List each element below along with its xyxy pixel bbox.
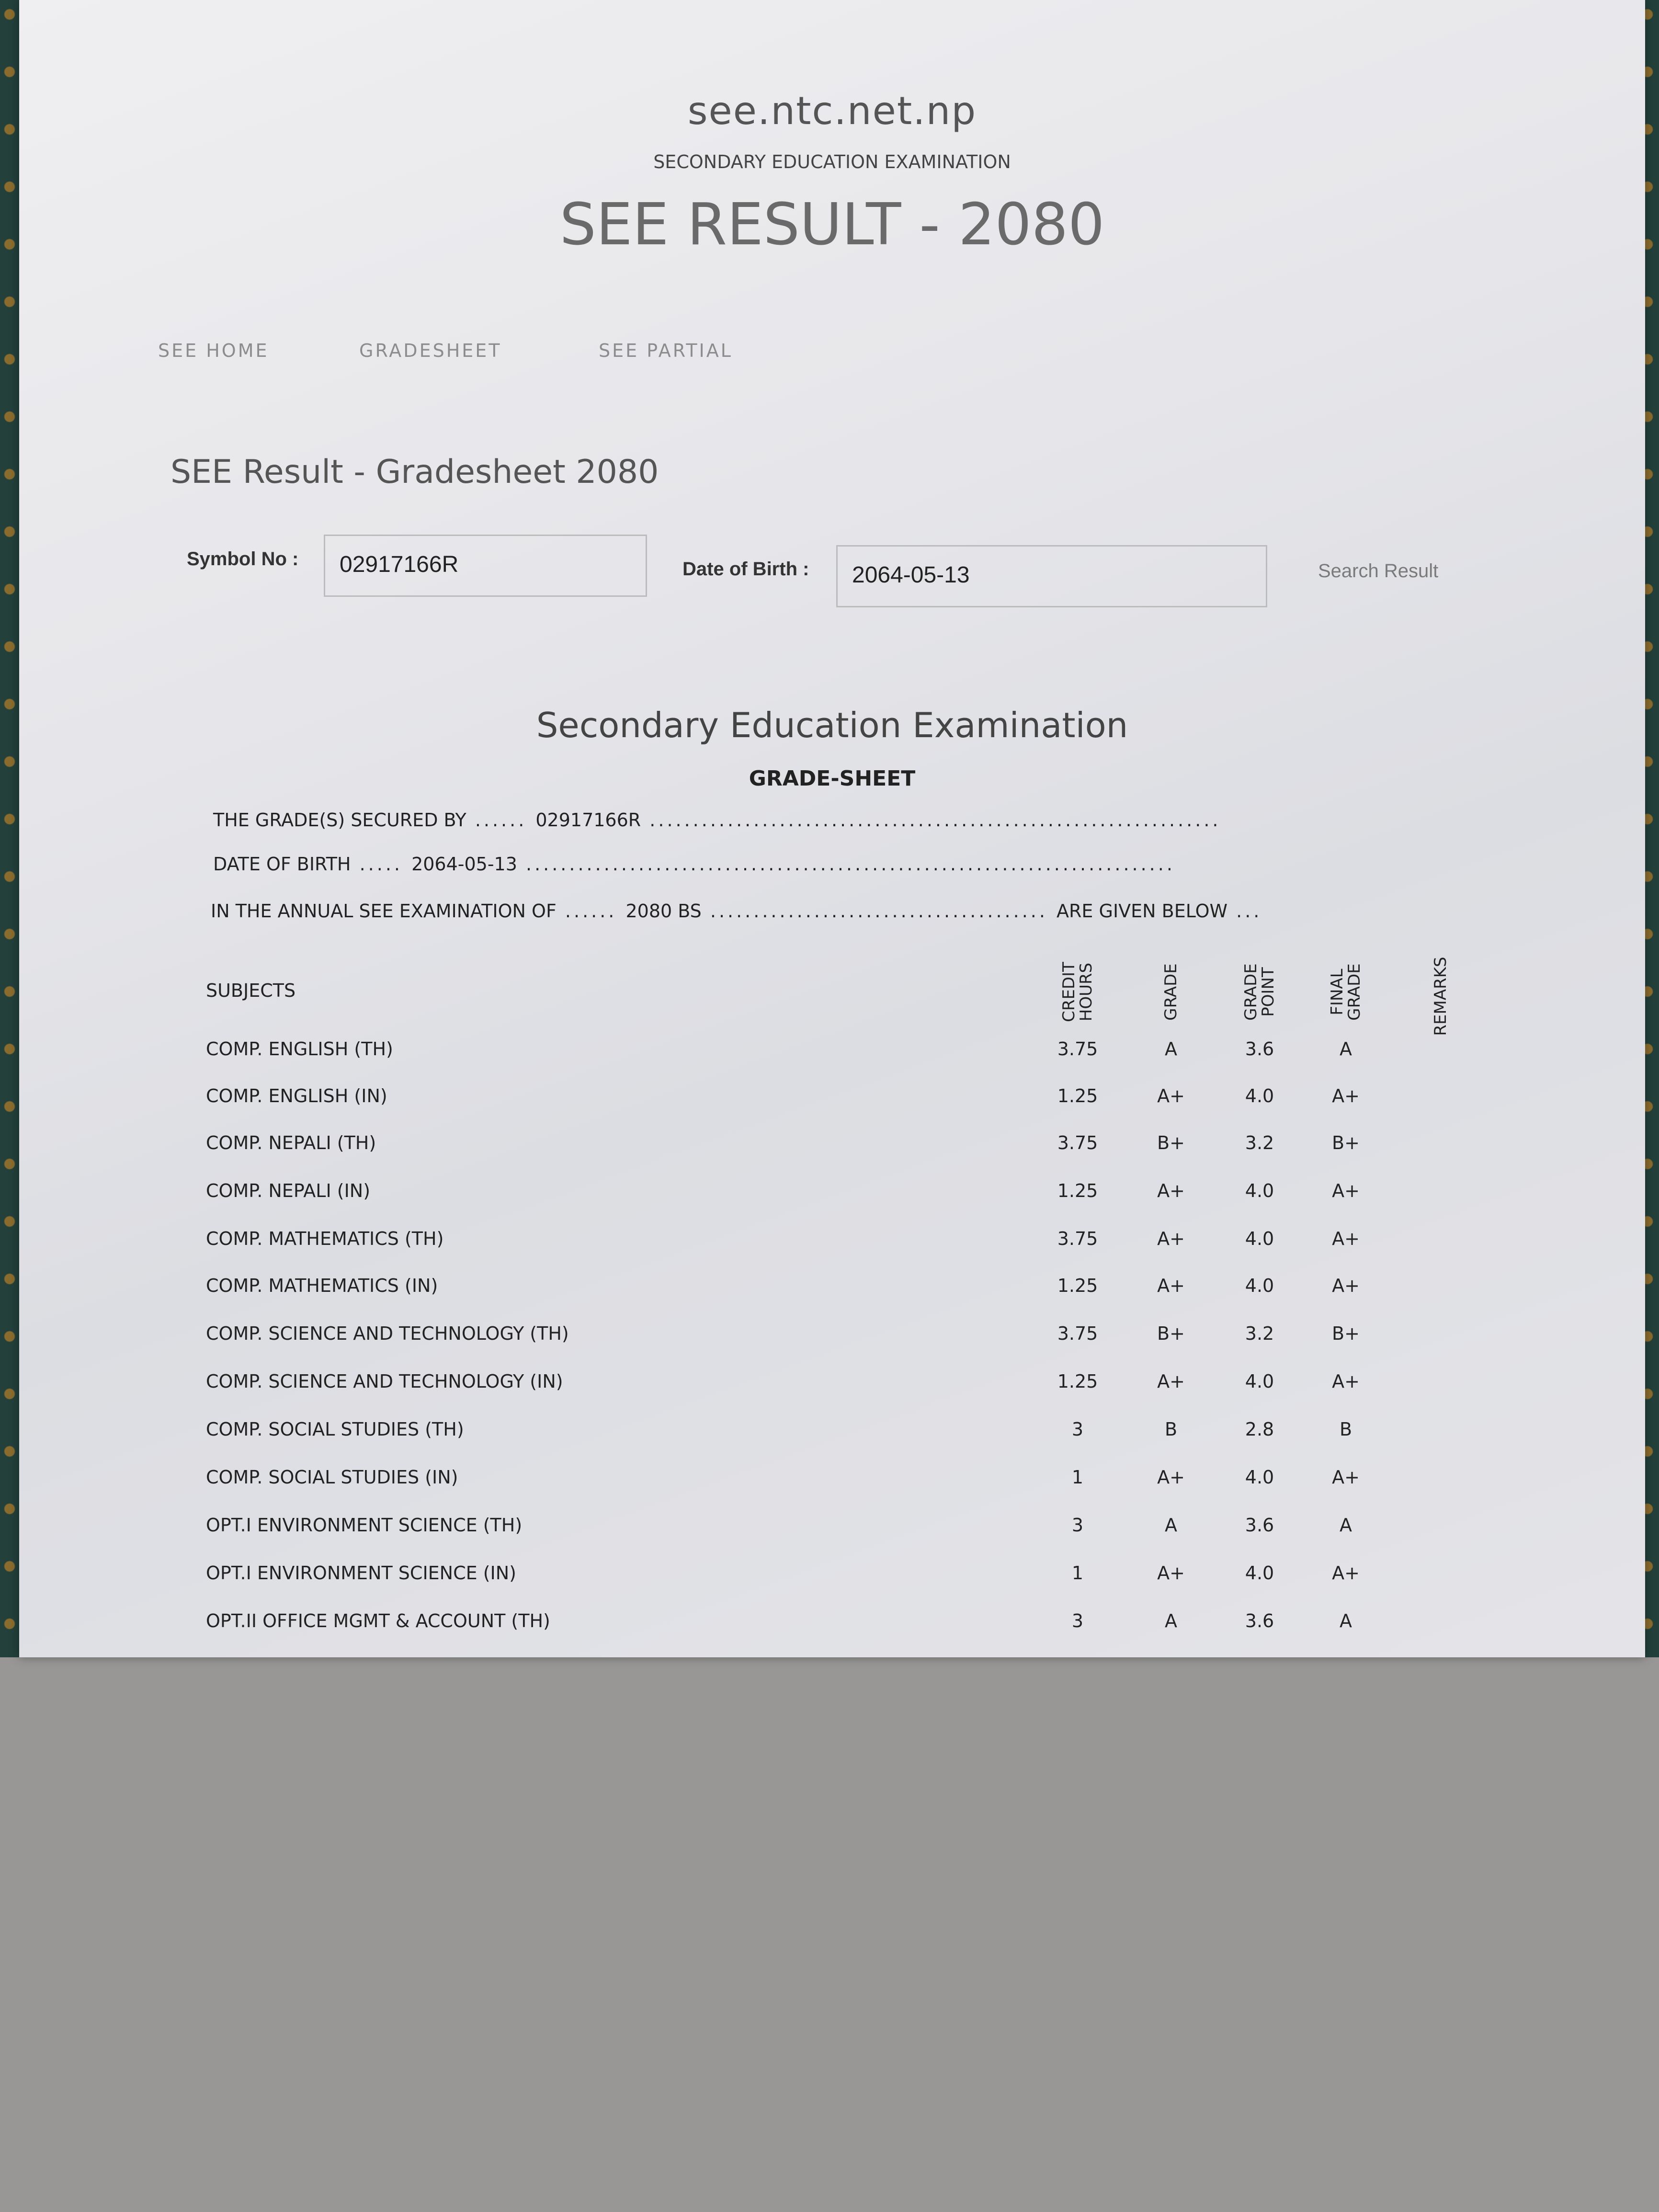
subject-cell: COMP. NEPALI (IN) [206,1180,371,1201]
grade-cell: B+ [1157,1132,1185,1153]
subject-cell: COMP. SOCIAL STUDIES (IN) [206,1467,458,1488]
final-grade-cell: A+ [1332,1371,1360,1392]
symbol-no-input[interactable]: 02917166R [324,535,647,597]
grade-point-cell: 4.0 [1245,1562,1274,1584]
credit-cell: 3 [1071,1419,1084,1440]
grade-point-cell: 3.6 [1245,1515,1274,1536]
table-row [19,1467,1645,1505]
subject-cell: COMP. SOCIAL STUDIES (TH) [206,1419,464,1440]
grade-cell: A [1165,1038,1177,1060]
column-header-grade: GRADE [1161,963,1181,1021]
subject-cell: OPT.I ENVIRONMENT SCIENCE (TH) [206,1515,523,1536]
final-grade-cell: B+ [1332,1323,1360,1344]
table-row [19,1275,1645,1313]
table-row [19,1562,1645,1601]
final-grade-cell: A [1340,1038,1352,1060]
final-grade-cell: A+ [1332,1275,1360,1296]
gradesheet-subtitle: GRADE-SHEET [749,766,916,791]
nav-see-home[interactable]: SEE HOME [158,340,269,361]
grade-cell: A+ [1157,1562,1185,1584]
printed-page [19,0,1645,1657]
final-grade-cell: A+ [1332,1228,1360,1249]
subject-cell: COMP. ENGLISH (IN) [206,1085,387,1106]
table-row [19,1132,1645,1171]
grade-point-cell: 4.0 [1245,1275,1274,1296]
nav-see-partial[interactable]: SEE PARTIAL [599,340,733,361]
page-heading: SEE RESULT - 2080 [559,192,1105,258]
grade-cell: B+ [1157,1323,1185,1344]
date-of-birth-line: DATE OF BIRTH ..... 2064-05-13 ........................................................................... [213,854,1175,875]
grade-cell: B [1164,1419,1178,1440]
form-title: SEE Result - Gradesheet 2080 [170,453,659,491]
grade-cell: A+ [1157,1275,1185,1296]
exam-suffix: ARE GIVEN BELOW [1057,901,1228,922]
dob-input[interactable]: 2064-05-13 [836,545,1267,607]
grade-point-cell: 3.2 [1245,1323,1274,1344]
final-grade-cell: B [1339,1419,1352,1440]
exam-year: 2080 BS [625,901,702,922]
secured-by-line: THE GRADE(S) SECURED BY ...... 02917166R .................................................................. [213,810,1221,831]
credit-cell: 3.75 [1057,1038,1098,1060]
subject-cell: COMP. MATHEMATICS (TH) [206,1228,444,1249]
credit-cell: 3.75 [1057,1132,1098,1153]
table-row [19,1610,1645,1649]
grade-point-cell: 3.6 [1245,1610,1274,1631]
credit-cell: 3.75 [1057,1323,1098,1344]
subject-cell: COMP. ENGLISH (TH) [206,1038,393,1060]
subject-cell: COMP. SCIENCE AND TECHNOLOGY (IN) [206,1371,563,1392]
dob-label: Date of Birth : [682,559,809,580]
table-row [19,1085,1645,1124]
dob-prefix: DATE OF BIRTH [213,854,351,875]
grade-point-cell: 2.8 [1245,1419,1274,1440]
final-grade-cell: A+ [1332,1467,1360,1488]
credit-cell: 1 [1071,1467,1084,1488]
column-header-grade-point: GRADE POINT [1241,963,1278,1021]
dob-value: 2064-05-13 [411,854,517,875]
grade-cell: A [1165,1515,1177,1536]
table-row [19,1419,1645,1457]
grade-point-cell: 4.0 [1245,1180,1274,1201]
subject-cell: COMP. SCIENCE AND TECHNOLOGY (TH) [206,1323,569,1344]
credit-cell: 3.75 [1057,1228,1098,1249]
grade-cell: A [1165,1610,1177,1631]
subject-cell: OPT.I ENVIRONMENT SCIENCE (IN) [206,1562,516,1584]
column-header-final-grade: FINAL GRADE [1328,963,1364,1021]
gradesheet-title: Secondary Education Examination [536,705,1128,745]
grade-point-cell: 3.6 [1245,1038,1274,1060]
exam-caption: SECONDARY EDUCATION EXAMINATION [653,151,1011,172]
table-row [19,1371,1645,1409]
table-row [19,1228,1645,1266]
secured-prefix: THE GRADE(S) SECURED BY [213,810,466,831]
grade-point-cell: 4.0 [1245,1085,1274,1106]
grade-cell: A+ [1157,1467,1185,1488]
final-grade-cell: B+ [1332,1132,1360,1153]
table-row [19,1515,1645,1553]
secured-value: 02917166R [535,810,641,831]
credit-cell: 1.25 [1057,1180,1098,1201]
grade-point-cell: 4.0 [1245,1371,1274,1392]
credit-cell: 3 [1071,1610,1084,1631]
grade-cell: A+ [1157,1228,1185,1249]
site-url: see.ntc.net.np [687,89,977,133]
grade-cell: A+ [1157,1085,1185,1106]
credit-cell: 1 [1071,1562,1084,1584]
table-row [19,1038,1645,1077]
grade-point-cell: 4.0 [1245,1467,1274,1488]
final-grade-cell: A+ [1332,1085,1360,1106]
exam-prefix: IN THE ANNUAL SEE EXAMINATION OF [211,901,557,922]
table-row [19,1180,1645,1219]
final-grade-cell: A+ [1332,1562,1360,1584]
column-header-credit-hours: CREDIT HOURS [1059,962,1096,1022]
column-header-subjects: SUBJECTS [206,980,296,1001]
grade-point-cell: 3.2 [1245,1132,1274,1153]
credit-cell: 1.25 [1057,1275,1098,1296]
subject-cell: COMP. NEPALI (TH) [206,1132,376,1153]
table-row [19,1323,1645,1361]
credit-cell: 3 [1071,1515,1084,1536]
exam-of-line: IN THE ANNUAL SEE EXAMINATION OF ...... 2080 BS ....................................... ARE GIVEN BELOW ... [211,901,1262,922]
search-result-button[interactable]: Search Result [1318,560,1439,582]
subject-cell: COMP. MATHEMATICS (IN) [206,1275,438,1296]
nav-gradesheet[interactable]: GRADESHEET [359,340,502,361]
grade-point-cell: 4.0 [1245,1228,1274,1249]
grade-cell: A+ [1157,1180,1185,1201]
subject-cell: OPT.II OFFICE MGMT & ACCOUNT (TH) [206,1610,550,1631]
credit-cell: 1.25 [1057,1085,1098,1106]
symbol-no-label: Symbol No : [187,548,299,570]
final-grade-cell: A [1340,1515,1352,1536]
grade-cell: A+ [1157,1371,1185,1392]
final-grade-cell: A+ [1332,1180,1360,1201]
column-header-remarks: REMARKS [1431,957,1450,1036]
final-grade-cell: A [1340,1610,1352,1631]
credit-cell: 1.25 [1057,1371,1098,1392]
